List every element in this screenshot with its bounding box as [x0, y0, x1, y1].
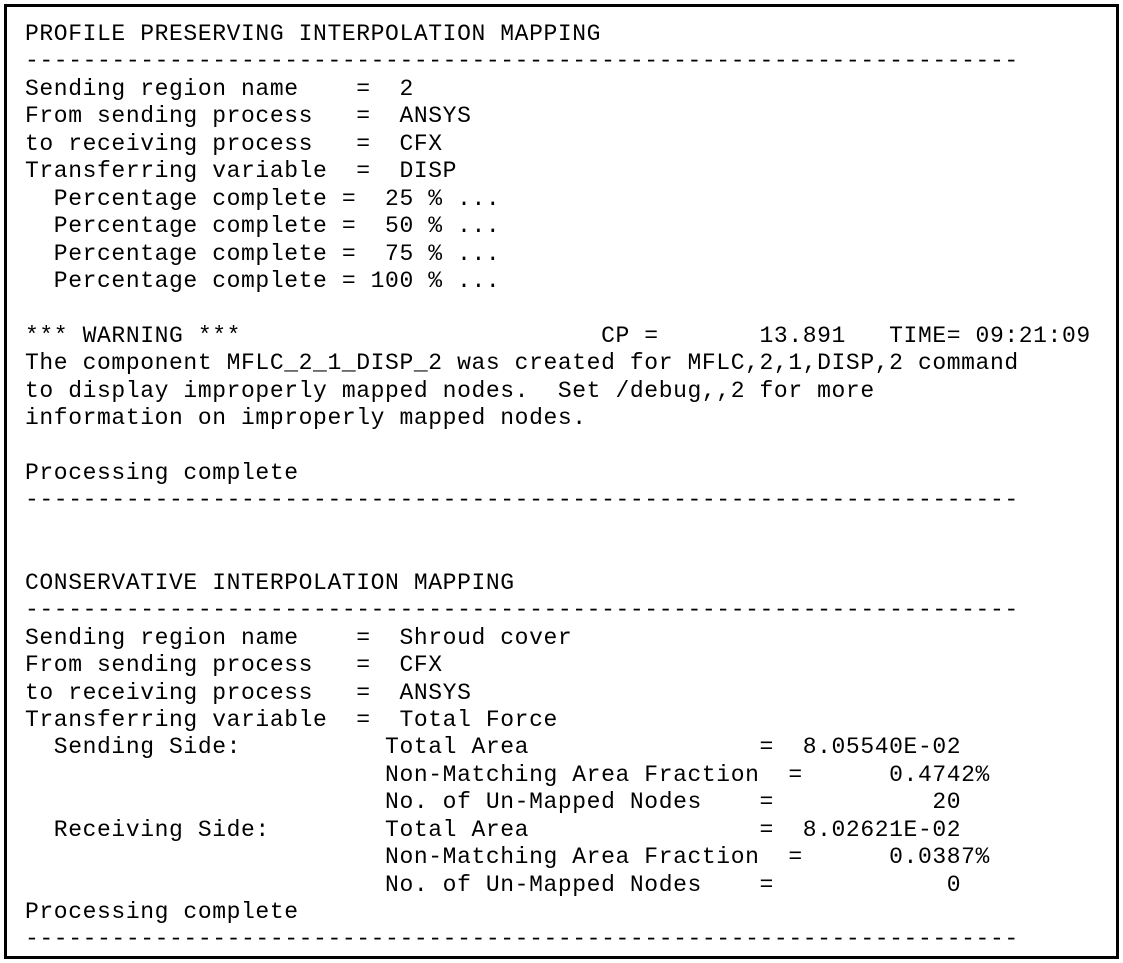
console-line	[25, 542, 1091, 569]
console-line: Transferring variable = DISP	[25, 158, 458, 185]
console-line: ---------------------------------------------------------------------	[25, 926, 1019, 953]
console-line: Non-Matching Area Fraction = 0.0387%	[25, 844, 990, 871]
console-line: Sending region name = Shroud cover	[25, 624, 573, 651]
console-output-window	[4, 4, 1119, 959]
console-line: Processing complete	[25, 460, 299, 486]
console-line: CONSERVATIVE INTERPOLATION MAPPING	[25, 569, 515, 596]
console-line: to receiving process = ANSYS	[25, 679, 472, 706]
console-line: information on improperly mapped nodes.	[25, 405, 587, 432]
console-line: to display improperly mapped nodes. Set /debug,,2 for more	[25, 377, 875, 404]
console-line: ---------------------------------------------------------------------	[25, 48, 1019, 75]
console-line: ---------------------------------------------------------------------	[25, 597, 1019, 624]
console-text	[25, 21, 1091, 954]
console-line: Non-Matching Area Fraction = 0.4742%	[25, 761, 990, 788]
console-line: Transferring variable = Total Force	[25, 706, 558, 733]
console-line: Sending Side: Total Area = 8.05540E-02	[25, 734, 962, 761]
console-line: Processing complete	[25, 899, 299, 925]
console-line: No. of Un-Mapped Nodes = 20	[25, 789, 962, 816]
console-line: No. of Un-Mapped Nodes = 0	[25, 871, 962, 898]
console-line	[25, 295, 1091, 322]
console-line	[25, 433, 1091, 460]
console-line: PROFILE PRESERVING INTERPOLATION MAPPING	[25, 21, 602, 47]
console-line	[25, 515, 1091, 542]
console-line: Sending region name = 2	[25, 75, 414, 102]
console-line: to receiving process = CFX	[25, 130, 443, 157]
console-line: Percentage complete = 50 % ...	[25, 213, 501, 240]
console-line: ---------------------------------------------------------------------	[25, 487, 1019, 514]
console-line: Receiving Side: Total Area = 8.02621E-02	[25, 816, 962, 843]
console-line: Percentage complete = 100 % ...	[25, 267, 501, 294]
console-line: Percentage complete = 25 % ...	[25, 185, 501, 212]
console-line: Percentage complete = 75 % ...	[25, 240, 501, 267]
console-line: From sending process = ANSYS	[25, 103, 472, 130]
console-line: *** WARNING *** CP = 13.891 TIME= 09:21:09	[25, 322, 1091, 349]
console-line: From sending process = CFX	[25, 652, 443, 679]
console-line: The component MFLC_2_1_DISP_2 was created for MFLC,2,1,DISP,2 command	[25, 350, 1019, 377]
